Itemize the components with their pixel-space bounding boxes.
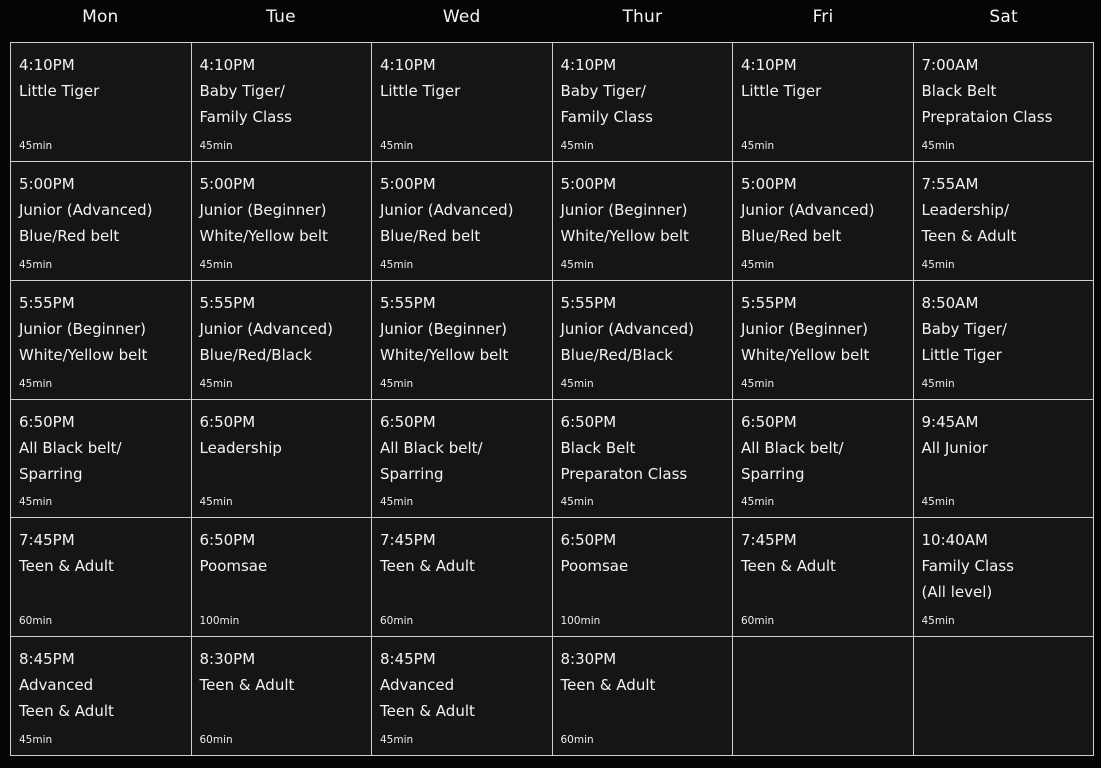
class-time: 9:45AM: [921, 412, 979, 431]
class-cell: [553, 637, 734, 756]
class-cell: [372, 281, 553, 400]
class-cell: [11, 281, 192, 400]
class-name-line: White/Yellow belt: [199, 226, 328, 245]
class-name-line: Preparaton Class: [560, 464, 688, 483]
class-name-line: All Black belt/: [741, 438, 844, 457]
class-name-line: (All level): [921, 583, 993, 602]
class-cell: [372, 518, 553, 637]
class-duration: 45min: [741, 377, 775, 390]
class-cell: [192, 281, 373, 400]
class-time: 7:55AM: [921, 174, 979, 193]
class-time: 7:45PM: [741, 531, 797, 550]
class-cell: [372, 400, 553, 519]
class-duration: 45min: [560, 258, 594, 271]
class-duration: 45min: [19, 734, 53, 746]
class-cell: [372, 43, 553, 162]
class-name-line: Little Tiger: [741, 82, 822, 100]
class-name-line: Junior (Advanced): [19, 200, 153, 219]
class-cell: [914, 518, 1095, 637]
class-duration: 45min: [199, 496, 233, 509]
class-name-line: All Junior: [921, 438, 988, 457]
class-cell: [733, 400, 914, 519]
class-cell: [553, 281, 734, 400]
class-name-line: Blue/Red/Black: [560, 345, 673, 364]
class-name-line: Teen & Adult: [741, 557, 836, 576]
class-time: 7:45PM: [380, 531, 436, 550]
class-cell: [11, 518, 192, 637]
class-name-line: Junior (Advanced): [380, 200, 514, 219]
class-cell: [733, 162, 914, 281]
day-header-sat: Sat: [989, 7, 1018, 27]
class-cell: [192, 400, 373, 519]
class-duration: 45min: [380, 496, 414, 509]
class-cell: [733, 281, 914, 400]
class-cell: [372, 162, 553, 281]
class-time: 5:00PM: [19, 174, 75, 193]
class-duration: 60min: [380, 615, 414, 628]
class-duration: 45min: [199, 377, 233, 390]
class-time: 5:00PM: [560, 174, 617, 193]
class-cell: [914, 43, 1095, 162]
day-header-tue: Tue: [266, 7, 296, 27]
class-duration: 45min: [921, 139, 955, 152]
class-time: 5:55PM: [560, 293, 617, 312]
class-name-line: Junior (Advanced): [741, 200, 875, 219]
class-name-line: Baby Tiger/: [560, 82, 646, 100]
day-header-mon: Mon: [82, 7, 119, 27]
class-time: 4:10PM: [560, 56, 617, 74]
class-duration: 45min: [380, 139, 414, 152]
class-duration: 45min: [921, 496, 955, 509]
class-time: 5:55PM: [199, 293, 256, 312]
class-name-line: Teen & Adult: [380, 557, 475, 576]
class-duration: 45min: [921, 377, 955, 390]
class-cell: [192, 162, 373, 281]
class-name-line: Baby Tiger/: [199, 82, 285, 100]
class-time: 5:55PM: [741, 293, 797, 312]
class-name-line: Advanced: [380, 676, 455, 695]
class-cell: [553, 400, 734, 519]
class-name-line: Little Tiger: [380, 82, 461, 100]
class-name-line: Junior (Beginner): [19, 319, 147, 338]
class-name-line: Sparring: [19, 464, 83, 483]
class-name-line: White/Yellow belt: [560, 226, 689, 245]
class-duration: 45min: [19, 258, 53, 271]
class-time: 6:50PM: [199, 412, 256, 431]
class-time: 6:50PM: [741, 412, 797, 431]
class-name-line: Family Class: [921, 557, 1014, 576]
class-time: 10:40AM: [921, 531, 988, 550]
class-name-line: All Black belt/: [19, 438, 122, 457]
class-duration: 45min: [921, 615, 955, 628]
class-duration: 45min: [380, 734, 414, 746]
day-header-row: [10, 0, 1094, 36]
class-duration: 45min: [921, 258, 955, 271]
class-name-line: Teen & Adult: [19, 702, 114, 721]
class-name-line: Black Belt: [921, 82, 997, 100]
class-time: 4:10PM: [19, 56, 75, 74]
class-name-line: Black Belt: [560, 438, 636, 457]
class-time: 6:50PM: [380, 412, 436, 431]
class-duration: 60min: [199, 734, 233, 746]
class-name-line: Leadership/: [921, 200, 1009, 219]
class-cell: [372, 637, 553, 756]
class-name-line: Family Class: [560, 108, 653, 126]
class-duration: 45min: [380, 377, 414, 390]
class-name-line: Poomsae: [560, 557, 629, 576]
class-duration: 45min: [560, 496, 594, 509]
class-duration: 45min: [741, 258, 775, 271]
class-cell: [192, 637, 373, 756]
class-time: 7:45PM: [19, 531, 75, 550]
class-cell: [553, 162, 734, 281]
class-time: 8:45PM: [380, 650, 436, 669]
class-duration: 45min: [19, 496, 53, 509]
class-duration: 100min: [560, 615, 601, 628]
class-duration: 60min: [19, 615, 53, 628]
class-cell: [11, 637, 192, 756]
class-name-line: Junior (Beginner): [380, 319, 508, 338]
class-cell: [192, 518, 373, 637]
class-name-line: Blue/Red/Black: [199, 345, 312, 364]
class-name-line: Little Tiger: [921, 345, 1002, 364]
class-name-line: Junior (Beginner): [199, 200, 327, 219]
class-duration: 45min: [741, 139, 775, 152]
class-duration: 45min: [19, 139, 53, 152]
class-time: 6:50PM: [199, 531, 256, 550]
class-name-line: Family Class: [199, 108, 292, 126]
class-name-line: Advanced: [19, 676, 94, 695]
class-time: 4:10PM: [380, 56, 436, 74]
class-duration: 45min: [380, 258, 414, 271]
class-name-line: Sparring: [380, 464, 444, 483]
class-name-line: Blue/Red belt: [380, 226, 481, 245]
class-time: 5:00PM: [741, 174, 797, 193]
class-time: 7:00AM: [921, 56, 979, 74]
class-name-line: Blue/Red belt: [19, 226, 120, 245]
class-time: 8:30PM: [560, 650, 617, 669]
class-name-line: Poomsae: [199, 557, 268, 576]
class-time: 6:50PM: [19, 412, 75, 431]
class-name-line: White/Yellow belt: [741, 345, 870, 364]
day-header-fri: Fri: [812, 7, 834, 27]
class-cell: [733, 518, 914, 637]
class-cell: [192, 43, 373, 162]
class-name-line: Little Tiger: [19, 82, 100, 100]
class-name-line: Teen & Adult: [380, 702, 475, 721]
class-duration: 45min: [19, 377, 53, 390]
class-name-line: Preprataion Class: [921, 108, 1053, 126]
class-duration: 45min: [560, 139, 594, 152]
class-time: 8:45PM: [19, 650, 75, 669]
class-name-line: Junior (Beginner): [560, 200, 688, 219]
class-name-line: Junior (Beginner): [741, 319, 869, 338]
class-duration: 60min: [560, 734, 594, 746]
class-duration: 100min: [199, 615, 240, 628]
class-cell: [11, 43, 192, 162]
class-name-line: Baby Tiger/: [921, 319, 1007, 338]
class-duration: 45min: [199, 139, 233, 152]
class-duration: 45min: [560, 377, 594, 390]
class-name-line: Junior (Advanced): [199, 319, 334, 338]
class-cell: [11, 162, 192, 281]
class-name-line: Teen & Adult: [19, 557, 114, 576]
empty-class-cell: [914, 637, 1095, 756]
class-name-line: Teen & Adult: [921, 226, 1017, 245]
class-duration: 45min: [199, 258, 233, 271]
class-time: 8:30PM: [199, 650, 256, 669]
class-name-line: White/Yellow belt: [380, 345, 509, 364]
class-time: 8:50AM: [921, 293, 979, 312]
class-cell: [11, 400, 192, 519]
schedule-grid: [10, 42, 1094, 756]
class-name-line: Sparring: [741, 464, 805, 483]
class-name-line: Leadership: [199, 438, 282, 457]
class-cell: [914, 281, 1095, 400]
class-time: 5:55PM: [380, 293, 436, 312]
class-name-line: Blue/Red belt: [741, 226, 842, 245]
class-cell: [914, 400, 1095, 519]
class-duration: 60min: [741, 615, 775, 628]
class-time: 4:10PM: [199, 56, 256, 74]
class-time: 5:55PM: [19, 293, 75, 312]
class-time: 6:50PM: [560, 412, 617, 431]
class-name-line: Teen & Adult: [560, 676, 656, 695]
day-header-wed: Wed: [442, 7, 481, 27]
class-name-line: Junior (Advanced): [560, 319, 695, 338]
class-time: 5:00PM: [380, 174, 436, 193]
class-cell: [733, 43, 914, 162]
class-name-line: White/Yellow belt: [19, 345, 148, 364]
class-cell: [553, 518, 734, 637]
class-cell: [553, 43, 734, 162]
class-duration: 45min: [741, 496, 775, 509]
class-time: 4:10PM: [741, 56, 797, 74]
empty-class-cell: [733, 637, 914, 756]
class-cell: [914, 162, 1095, 281]
class-time: 5:00PM: [199, 174, 256, 193]
class-name-line: All Black belt/: [380, 438, 483, 457]
day-header-thur: Thur: [622, 7, 663, 27]
class-time: 6:50PM: [560, 531, 617, 550]
class-name-line: Teen & Adult: [199, 676, 295, 695]
